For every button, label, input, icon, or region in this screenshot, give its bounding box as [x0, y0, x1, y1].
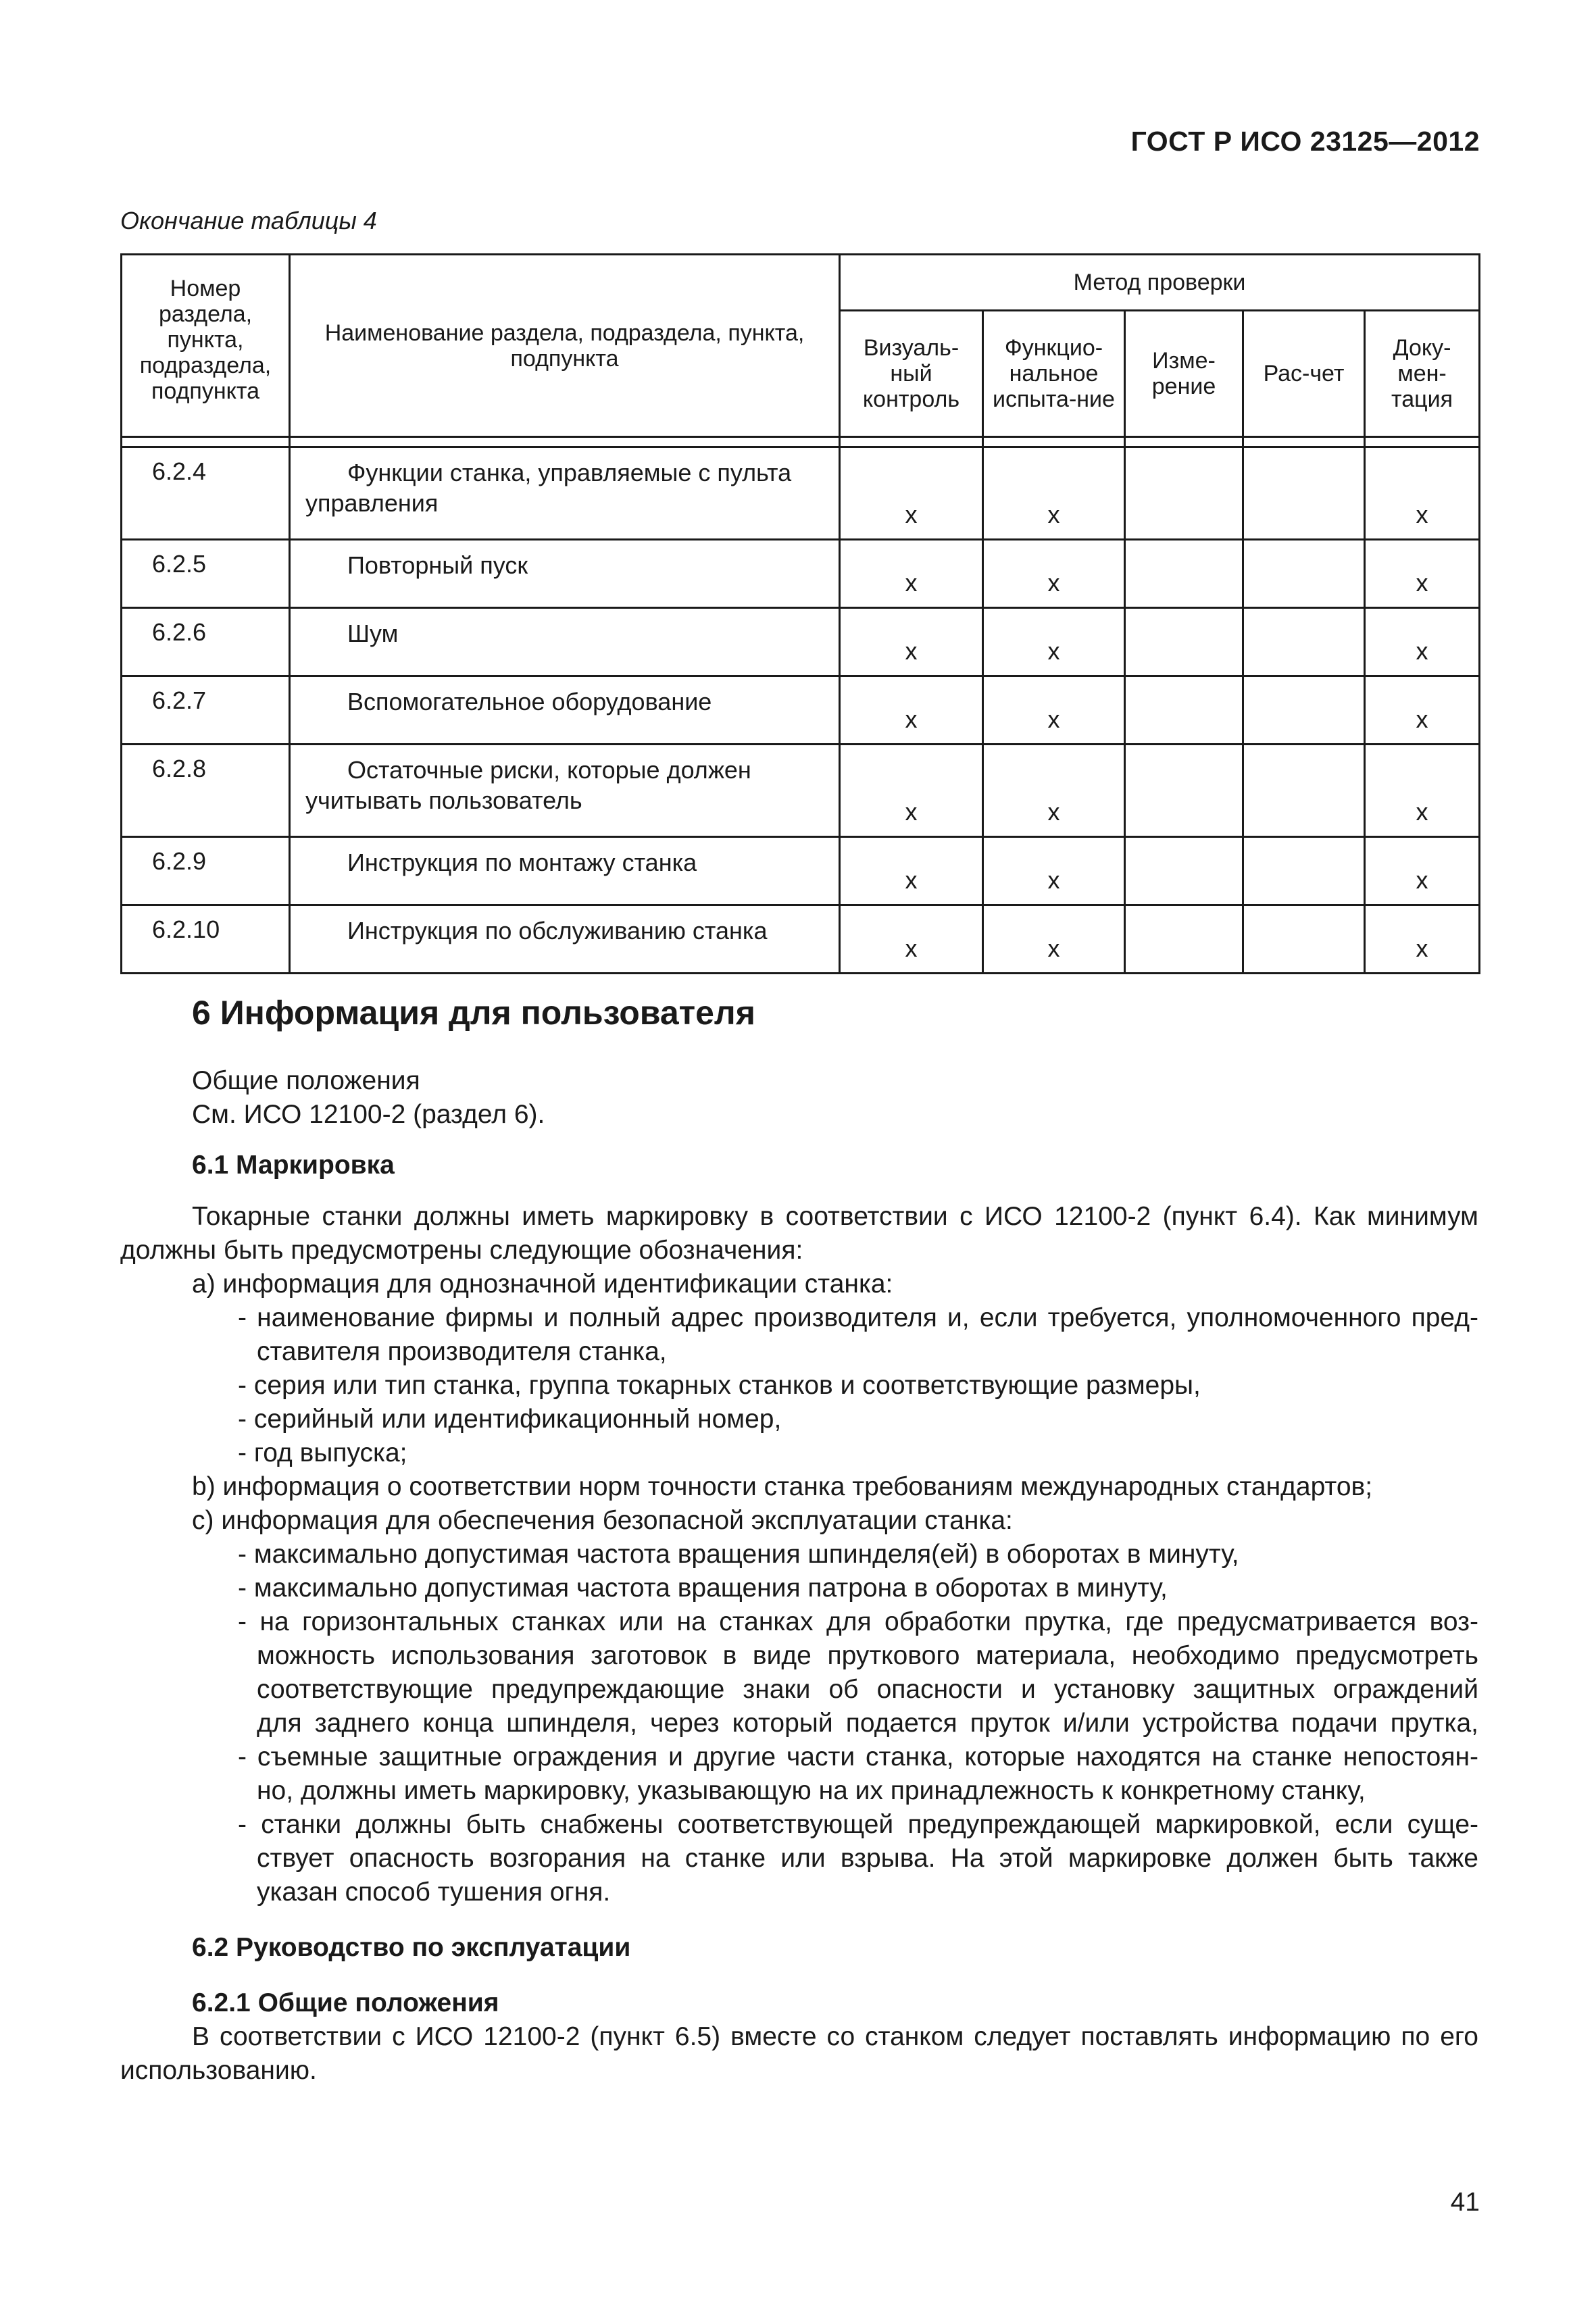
row-mark: x: [840, 447, 983, 540]
row-mark: x: [983, 540, 1125, 608]
table-row: [122, 837, 1480, 905]
row-number: 6.2.7: [122, 676, 290, 745]
row-mark: [1125, 608, 1243, 676]
header-method-visual: Визуаль-ный контроль: [840, 311, 983, 437]
standard-designation: ГОСТ Р ИСО 23125—2012: [1130, 126, 1480, 157]
section-title: 6 Информация для пользователя: [192, 994, 755, 1032]
row-name: Остаточные риски, которые должен учитывать пользователь: [290, 745, 840, 837]
row-mark: x: [983, 837, 1125, 905]
row-name: Повторный пуск: [290, 540, 840, 608]
row-mark: [1243, 447, 1365, 540]
row-mark: [1243, 837, 1365, 905]
header-name: Наименование раздела, подраздела, пункта, подпункта: [290, 255, 840, 437]
table-caption: Окончание таблицы 4: [120, 207, 377, 234]
row-name: Инструкция по монтажу станка: [290, 837, 840, 905]
page-number: 41: [1450, 2188, 1480, 2217]
row-mark: x: [1365, 608, 1480, 676]
paragraph-line: В соответствии с ИСО 12100-2 (пункт 6.5) вместе со станком следует поставлять информацию по его: [192, 2022, 1478, 2051]
list-item: - максимально допустимая частота вращения патрона в оборотах в минуту,: [238, 1574, 1168, 1603]
row-number: 6.2.4: [122, 447, 290, 540]
list-item: - станки должны быть снабжены соответствующей предупреждающей маркировкой, если суще-: [238, 1810, 1478, 1839]
list-item: - наименование фирмы и полный адрес производителя и, если требуется, уполномоченного пред-: [238, 1303, 1478, 1332]
row-mark: [1125, 745, 1243, 837]
row-mark: x: [840, 837, 983, 905]
row-mark: x: [840, 540, 983, 608]
row-number: 6.2.5: [122, 540, 290, 608]
row-mark: x: [983, 745, 1125, 837]
general-provisions-label: Общие положения: [192, 1066, 420, 1095]
row-mark: [1125, 676, 1243, 745]
row-mark: x: [840, 745, 983, 837]
list-item: а) информация для однозначной идентификации станка:: [192, 1269, 893, 1299]
header-method-measurement: Изме-рение: [1125, 311, 1243, 437]
list-item: - на горизонтальных станках или на станках для обработки прутка, где предусматривается воз-: [238, 1607, 1478, 1636]
row-mark: x: [840, 905, 983, 974]
row-name: Инструкция по обслуживанию станка: [290, 905, 840, 974]
row-mark: [1125, 447, 1243, 540]
paragraph-line: использованию.: [120, 2056, 317, 2085]
list-item: b) информация о соответствии норм точности станка требованиям международных стандартов;: [192, 1472, 1373, 1501]
row-mark: x: [840, 608, 983, 676]
row-mark: x: [1365, 905, 1480, 974]
list-item: ствует опасность возгорания на станке или взрыва. На этой маркировке должен быть также: [257, 1844, 1478, 1873]
header-method-group: Метод проверки: [840, 255, 1480, 311]
row-number: 6.2.8: [122, 745, 290, 837]
row-name: Вспомогательное оборудование: [290, 676, 840, 745]
row-mark: [1125, 540, 1243, 608]
table-row: [122, 447, 1480, 540]
row-mark: [1125, 905, 1243, 974]
subsection-title: 6.2.1 Общие положения: [192, 1988, 499, 2017]
paragraph-line: должны быть предусмотрены следующие обозначения:: [120, 1236, 803, 1265]
table-row: [122, 905, 1480, 974]
header-number: Номер раздела, пункта, подраздела, подпункта: [122, 255, 290, 437]
verification-table: [120, 253, 1480, 974]
paragraph-line: Токарные станки должны иметь маркировку в соответствии с ИСО 12100-2 (пункт 6.4). Как минимум: [192, 1202, 1478, 1231]
list-item: ставителя производителя станка,: [257, 1337, 667, 1366]
row-mark: x: [840, 676, 983, 745]
list-item: - серийный или идентификационный номер,: [238, 1405, 782, 1434]
row-name: Функции станка, управляемые с пульта управления: [290, 447, 840, 540]
reference-text: См. ИСО 12100-2 (раздел 6).: [192, 1100, 545, 1129]
row-mark: x: [1365, 540, 1480, 608]
row-name: Шум: [290, 608, 840, 676]
subsection-title: 6.1 Маркировка: [192, 1151, 395, 1180]
header-method-calculation: Рас-чет: [1243, 311, 1365, 437]
row-mark: x: [1365, 447, 1480, 540]
subsection-title: 6.2 Руководство по эксплуатации: [192, 1933, 631, 1962]
table-header-separator: [122, 437, 1480, 447]
row-mark: x: [983, 676, 1125, 745]
table-row: [122, 540, 1480, 608]
list-item: для заднего конца шпинделя, через который подается пруток и/или устройства подачи прутка,: [257, 1709, 1478, 1738]
row-mark: [1243, 676, 1365, 745]
row-mark: x: [983, 447, 1125, 540]
row-mark: [1243, 540, 1365, 608]
row-mark: x: [1365, 837, 1480, 905]
list-item: но, должны иметь маркировку, указывающую на их принадлежность к конкретному станку,: [257, 1776, 1366, 1805]
header-method-functional: Функцио-нальное испыта-ние: [983, 311, 1125, 437]
header-method-documentation: Доку-мен-тация: [1365, 311, 1480, 437]
row-mark: x: [1365, 676, 1480, 745]
row-mark: x: [1365, 745, 1480, 837]
row-number: 6.2.6: [122, 608, 290, 676]
row-mark: [1125, 837, 1243, 905]
row-mark: [1243, 745, 1365, 837]
list-item: соответствующие предупреждающие знаки об опасности и установку защитных ограждений: [257, 1675, 1478, 1704]
table-row: [122, 676, 1480, 745]
list-item: - серия или тип станка, группа токарных станков и соответствующие размеры,: [238, 1371, 1201, 1400]
row-mark: x: [983, 608, 1125, 676]
table-row: [122, 745, 1480, 837]
list-item: с) информация для обеспечения безопасной эксплуатации станка:: [192, 1506, 1013, 1535]
table-row: [122, 608, 1480, 676]
list-item: - максимально допустимая частота вращения шпинделя(ей) в оборотах в минуту,: [238, 1540, 1239, 1569]
list-item: указан способ тушения огня.: [257, 1878, 611, 1907]
list-item: можность использования заготовок в виде пруткового материала, необходимо предусмотреть: [257, 1641, 1478, 1670]
row-number: 6.2.9: [122, 837, 290, 905]
row-mark: x: [983, 905, 1125, 974]
list-item: - съемные защитные ограждения и другие части станка, которые находятся на станке непостоян-: [238, 1742, 1478, 1771]
list-item: - год выпуска;: [238, 1438, 407, 1467]
row-number: 6.2.10: [122, 905, 290, 974]
row-mark: [1243, 905, 1365, 974]
row-mark: [1243, 608, 1365, 676]
